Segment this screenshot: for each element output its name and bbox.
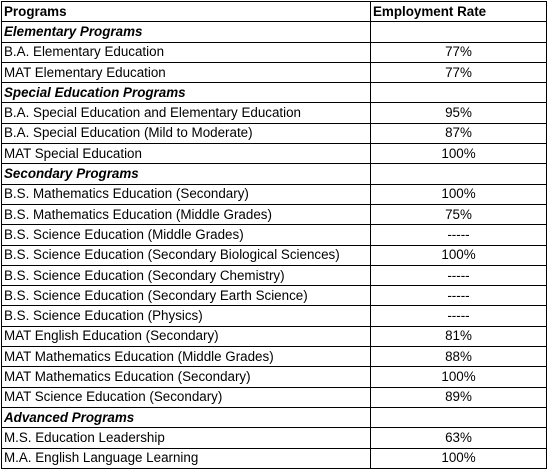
section-rate-cell: [371, 83, 547, 103]
section-header-row: [2, 83, 547, 103]
table-row: [2, 448, 547, 468]
program-name-cell: M.A. English Language Learning: [2, 448, 371, 468]
table-row: [2, 144, 547, 164]
table-body: [2, 22, 547, 469]
employment-rate-cell: 100%: [371, 245, 547, 265]
employment-rate-cell: -----: [371, 265, 547, 285]
program-name-cell: MAT Elementary Education: [2, 62, 371, 82]
employment-rate-cell: 100%: [371, 448, 547, 468]
program-name-cell: B.A. Elementary Education: [2, 42, 371, 62]
section-rate-cell: [371, 407, 547, 427]
program-name-cell: B.S. Science Education (Secondary Biological Sciences): [2, 245, 371, 265]
employment-rate-cell: -----: [371, 306, 547, 326]
employment-rate-cell: 81%: [371, 326, 547, 346]
section-header-row: [2, 164, 547, 184]
table-row: [2, 265, 547, 285]
section-title: Advanced Programs: [2, 407, 371, 427]
program-name-cell: B.S. Mathematics Education (Secondary): [2, 184, 371, 204]
employment-rate-cell: 87%: [371, 123, 547, 143]
employment-rate-cell: 89%: [371, 387, 547, 407]
program-name-cell: MAT Special Education: [2, 144, 371, 164]
table-row: [2, 184, 547, 204]
section-rate-cell: [371, 22, 547, 42]
employment-rate-cell: 75%: [371, 204, 547, 224]
program-name-cell: MAT English Education (Secondary): [2, 326, 371, 346]
table-row: [2, 306, 547, 326]
employment-rate-cell: 77%: [371, 62, 547, 82]
program-name-cell: B.A. Special Education (Mild to Moderate): [2, 123, 371, 143]
program-name-cell: B.S. Science Education (Physics): [2, 306, 371, 326]
table-row: [2, 225, 547, 245]
program-name-cell: MAT Science Education (Secondary): [2, 387, 371, 407]
employment-rate-cell: 100%: [371, 367, 547, 387]
employment-rate-cell: -----: [371, 286, 547, 306]
table-row: [2, 103, 547, 123]
employment-rate-cell: 88%: [371, 347, 547, 367]
program-name-cell: B.S. Science Education (Secondary Earth Science): [2, 286, 371, 306]
employment-rate-cell: -----: [371, 225, 547, 245]
programs-column-header: Programs: [2, 2, 371, 22]
table-row: [2, 367, 547, 387]
employment-rate-cell: 100%: [371, 144, 547, 164]
section-title: Special Education Programs: [2, 83, 371, 103]
section-header-row: [2, 22, 547, 42]
employment-rate-cell: 100%: [371, 184, 547, 204]
employment-rate-cell: 77%: [371, 42, 547, 62]
program-name-cell: B.S. Science Education (Middle Grades): [2, 225, 371, 245]
table-row: [2, 347, 547, 367]
employment-rate-table: [1, 1, 547, 469]
program-name-cell: MAT Mathematics Education (Secondary): [2, 367, 371, 387]
table-row: [2, 123, 547, 143]
section-header-row: [2, 407, 547, 427]
table-row: [2, 245, 547, 265]
employment-rate-cell: 63%: [371, 428, 547, 448]
employment-rate-cell: 95%: [371, 103, 547, 123]
program-name-cell: B.A. Special Education and Elementary Education: [2, 103, 371, 123]
table-row: [2, 387, 547, 407]
program-name-cell: M.S. Education Leadership: [2, 428, 371, 448]
table-row: [2, 42, 547, 62]
table-row: [2, 286, 547, 306]
section-rate-cell: [371, 164, 547, 184]
program-name-cell: MAT Mathematics Education (Middle Grades): [2, 347, 371, 367]
program-name-cell: B.S. Science Education (Secondary Chemistry): [2, 265, 371, 285]
table-row: [2, 204, 547, 224]
program-name-cell: B.S. Mathematics Education (Middle Grades): [2, 204, 371, 224]
section-title: Secondary Programs: [2, 164, 371, 184]
table-header-row: [2, 2, 547, 22]
table-row: [2, 428, 547, 448]
section-title: Elementary Programs: [2, 22, 371, 42]
employment-rate-column-header: Employment Rate: [371, 2, 547, 22]
table-row: [2, 62, 547, 82]
table-row: [2, 326, 547, 346]
